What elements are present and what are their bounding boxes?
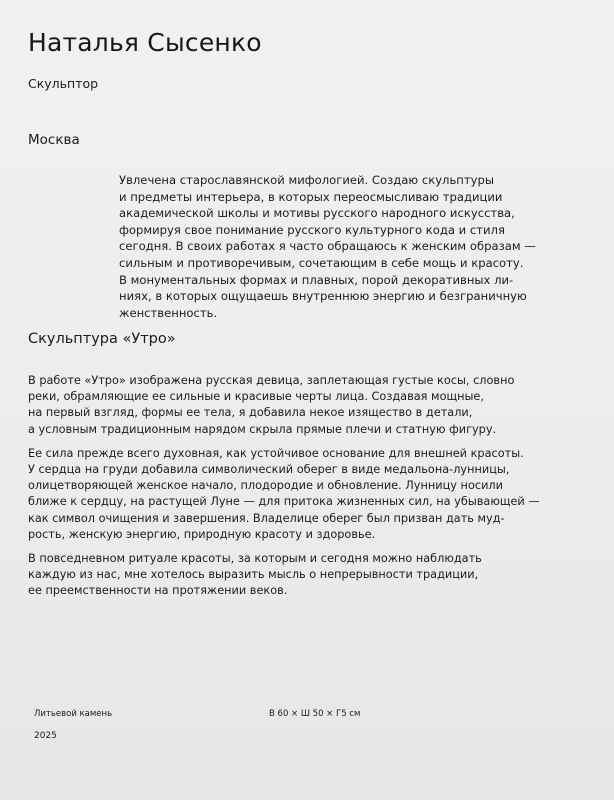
artist-role: Скульптор — [28, 76, 99, 91]
text-line: а условным традиционным нарядом скрыла прямые плечи и статную фигуру. — [28, 422, 497, 436]
text-line: ниях, в которых ощущаешь внутреннюю энергию и безграничную — [119, 289, 527, 304]
work-year: 2025 — [34, 731, 57, 741]
text-line: формируя свое понимание русского культурного кода и стиля — [119, 222, 505, 237]
text-line: В работе «Утро» изображена русская девица, заплетающая густые косы, словно — [28, 374, 515, 387]
text-line: каждую из нас, мне хотелось выразить мысль о непрерывности традиции, — [28, 568, 479, 582]
text-line: и предметы интерьера, в которых переосмысливаю традиции — [119, 189, 503, 204]
description-paragraph — [28, 446, 540, 543]
text-line: В монументальных формах и плавных, порой декоративных ли- — [119, 272, 514, 287]
text-line: Ее сила прежде всего духовная, как устойчивое основание для внешней красоты. — [28, 446, 524, 460]
work-material: Литьевой камень — [34, 709, 113, 719]
text-line: Увлечена старославянской мифологией. Создаю скульптуры — [119, 173, 495, 187]
text-line: как символ очищения и завершения. Владелице оберег был призван дать муд- — [28, 511, 505, 525]
work-dimensions: В 60 × Ш 50 × Г5 см — [269, 709, 361, 719]
text-line: рость, женскую энергию, природную красоту и здоровье. — [28, 527, 376, 541]
text-line: сильным и противоречивым, сочетающим в себе мощь и красоту. — [119, 255, 524, 270]
work-description — [28, 373, 540, 608]
text-line: У сердца на груди добавила символический оберег в виде медальона-лунницы, — [28, 463, 510, 477]
text-line: на первый взгляд, формы ее тела, я добавила некое изящество в детали, — [28, 406, 473, 420]
text-line: академической школы и мотивы русского народного искусства, — [119, 206, 515, 221]
text-line: олицетворяющей женское начало, плодородие и обновление. Лунницу носили — [28, 479, 503, 493]
text-line: сегодня. В своих работах я часто обращаюсь к женским образам — — [119, 239, 536, 254]
description-paragraph — [28, 373, 540, 438]
work-title: Скульптура «Утро» — [28, 331, 176, 347]
artist-bio — [119, 172, 536, 321]
text-line: В повседневном ритуале красоты, за которым и сегодня можно наблюдать — [28, 552, 482, 566]
text-line: ее преемственности на протяжении веков. — [28, 584, 288, 598]
text-line: реки, обрамляющие ее сильные и красивые черты лица. Создавая мощные, — [28, 390, 484, 404]
artist-name: Наталья Сысенко — [28, 28, 262, 57]
text-line: ближе к сердцу, на растущей Луне — для притока жизненных сил, на убывающей — — [28, 495, 540, 509]
text-line: женственность. — [119, 305, 218, 320]
artist-city: Москва — [28, 132, 80, 148]
description-paragraph — [28, 551, 540, 600]
